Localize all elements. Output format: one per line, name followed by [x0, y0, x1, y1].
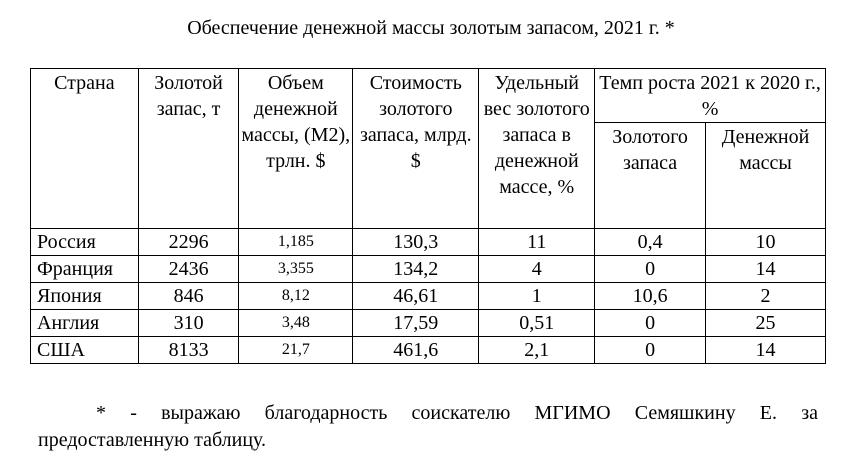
footnote-line-1: * - выражаю благодарность соискателю МГИМО Семяшкину Е. за: [96, 402, 818, 424]
header-growth: Темп роста 2021 к 2020 г., %: [595, 69, 826, 123]
table-row: [31, 310, 826, 337]
cell-growth-gold: 0: [595, 256, 706, 283]
cell-growth-money: 10: [705, 229, 825, 256]
header-growth-money: Денежной массы: [705, 123, 825, 229]
cell-share: 2,1: [479, 337, 595, 364]
cell-money-supply: 3,48: [239, 310, 353, 337]
header-money-supply: Объем денежной массы, (М2), трлн. $: [239, 69, 353, 229]
cell-growth-money: 14: [705, 256, 825, 283]
footnote: [38, 400, 818, 454]
header-growth-gold: Золотого запаса: [595, 123, 706, 229]
cell-gold-reserve: 8133: [138, 337, 239, 364]
cell-growth-money: 25: [705, 310, 825, 337]
cell-money-supply: 1,185: [239, 229, 353, 256]
cell-share: 4: [479, 256, 595, 283]
cell-country: Франция: [31, 256, 139, 283]
cell-gold-reserve: 2436: [138, 256, 239, 283]
cell-growth-gold: 0: [595, 310, 706, 337]
cell-growth-money: 2: [705, 283, 825, 310]
cell-gold-value: 130,3: [353, 229, 479, 256]
header-row: [31, 69, 826, 123]
cell-country: Россия: [31, 229, 139, 256]
cell-growth-gold: 0,4: [595, 229, 706, 256]
cell-money-supply: 8,12: [239, 283, 353, 310]
cell-gold-reserve: 846: [138, 283, 239, 310]
table-row: [31, 283, 826, 310]
header-country: Страна: [31, 69, 139, 229]
cell-growth-gold: 0: [595, 337, 706, 364]
cell-money-supply: 21,7: [239, 337, 353, 364]
cell-gold-value: 461,6: [353, 337, 479, 364]
cell-share: 11: [479, 229, 595, 256]
cell-gold-reserve: 2296: [138, 229, 239, 256]
table-row: [31, 229, 826, 256]
header-share: Удельный вес золотого запаса в денежной массе, %: [479, 69, 595, 229]
page-title: Обеспечение денежной массы золотым запасом, 2021 г. *: [187, 17, 675, 39]
cell-growth-money: 14: [705, 337, 825, 364]
header-gold-reserve: Золотой запас, т: [138, 69, 239, 229]
cell-country: США: [31, 337, 139, 364]
footnote-line-2: предоставленную таблицу.: [38, 429, 267, 451]
table-row: [31, 337, 826, 364]
cell-gold-value: 134,2: [353, 256, 479, 283]
cell-country: Англия: [31, 310, 139, 337]
table-row: [31, 256, 826, 283]
cell-share: 0,51: [479, 310, 595, 337]
data-table: [30, 68, 826, 364]
cell-country: Япония: [31, 283, 139, 310]
cell-growth-gold: 10,6: [595, 283, 706, 310]
cell-gold-value: 17,59: [353, 310, 479, 337]
cell-gold-value: 46,61: [353, 283, 479, 310]
cell-gold-reserve: 310: [138, 310, 239, 337]
header-gold-value: Стоимость золотого запаса, млрд. $: [353, 69, 479, 229]
cell-money-supply: 3,355: [239, 256, 353, 283]
cell-share: 1: [479, 283, 595, 310]
